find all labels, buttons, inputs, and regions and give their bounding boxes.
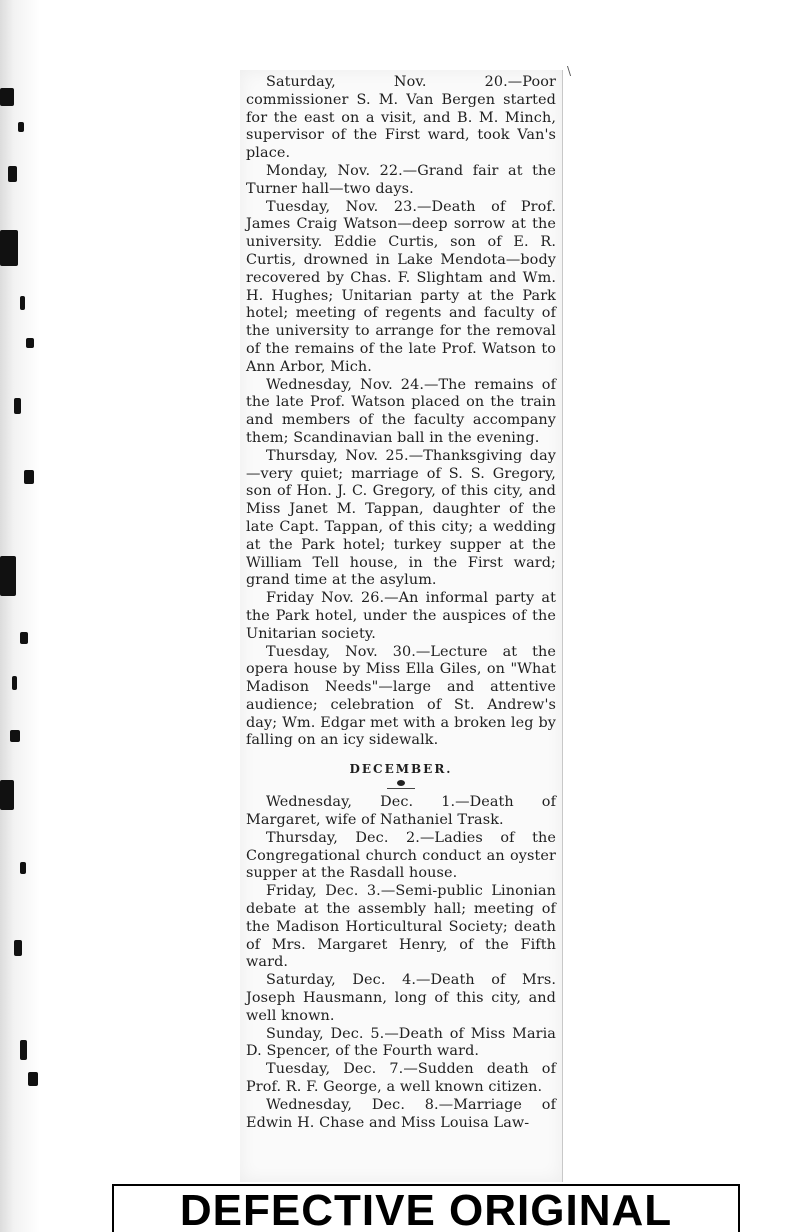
edge-blot (20, 632, 28, 644)
edge-blot (20, 1040, 27, 1060)
edge-blot (8, 166, 17, 182)
entry-nov-30: Tuesday, Nov. 30.—Lecture at the opera house by Miss Ella Giles, on "What Madison Needs"—large and attentive audience; celebration of St. Andrew's day; Wm. Edgar met with a broken leg by falling on an icy sidewalk. (246, 643, 556, 749)
defective-original-stamp: DEFECTIVE ORIGINAL (112, 1184, 740, 1232)
section-ornament (387, 780, 415, 786)
entry-nov-25: Thursday, Nov. 25.—Thanksgiving day—very quiet; marriage of S. S. Gregory, son of Hon. J. C. Gregory, of this city, and Miss Janet M. Tappan, daughter of the late Capt. Tappan, of this city; a wedding at the Park hotel; turkey supper at the William Tell house, in the First ward; grand time at the asylum. (246, 447, 556, 589)
newspaper-column (240, 70, 563, 1182)
edge-blot (0, 230, 18, 266)
edge-blot (14, 940, 22, 956)
entry-dec-3: Friday, Dec. 3.—Semi-public Linonian debate at the assembly hall; meeting of the Madison Horticultural Society; death of Mrs. Margaret Henry, of the Fifth ward. (246, 883, 556, 971)
entry-dec-4: Saturday, Dec. 4.—Death of Mrs. Joseph Hausmann, long of this city, and well known. (246, 972, 556, 1024)
edge-blot (18, 122, 24, 132)
entry-nov-22: Monday, Nov. 22.—Grand fair at the Turner hall—two days. (246, 162, 556, 197)
column-text-body (240, 70, 562, 1132)
entry-dec-1: Wednesday, Dec. 1.—Death of Margaret, wife of Nathaniel Trask. (246, 794, 556, 829)
edge-blot (0, 556, 16, 596)
edge-blot (24, 470, 34, 484)
edge-blot (12, 676, 17, 690)
edge-blot (28, 1072, 38, 1086)
margin-tick-mark: \ (567, 64, 572, 78)
entry-nov-26: Friday Nov. 26.—An informal party at the Park hotel, under the auspices of the Unitarian society. (246, 590, 556, 642)
edge-blot (14, 398, 21, 414)
edge-blot (10, 730, 20, 742)
entry-nov-20: Saturday, Nov. 20.—Poor commissioner S. M. Van Bergen started for the east on a visit, and B. M. Minch, supervisor of the First ward, took Van's place. (246, 74, 556, 162)
edge-blot (20, 296, 25, 310)
edge-blot (0, 780, 14, 810)
edge-blot (0, 88, 14, 106)
section-heading-december: DECEMBER. (349, 762, 453, 777)
entry-nov-24: Wednesday, Nov. 24.—The remains of the late Prof. Watson placed on the train and members of the faculty accompany them; Scandinavian ball in the evening. (246, 376, 556, 446)
scanned-page-edge (0, 0, 46, 1232)
edge-blot (26, 338, 34, 348)
entry-dec-7: Tuesday, Dec. 7.—Sudden death of Prof. R. F. George, a well known citizen. (246, 1061, 556, 1096)
entry-dec-8: Wednesday, Dec. 8.—Marriage of Edwin H. Chase and Miss Louisa Law- (246, 1096, 556, 1131)
entry-dec-5: Sunday, Dec. 5.—Death of Miss Maria D. Spencer, of the Fourth ward. (246, 1025, 556, 1060)
entry-nov-23: Tuesday, Nov. 23.—Death of Prof. James Craig Watson—deep sorrow at the university. Eddie Curtis, son of E. R. Curtis, drowned in Lake Mendota—body recovered by Chas. F. Slightam and Wm. H. Hughes; Unitarian party at the Park hotel; meeting of regents and faculty of the university to arrange for the removal of the remains of the late Prof. Watson to Ann Arbor, Mich. (246, 198, 556, 375)
entry-dec-2: Thursday, Dec. 2.—Ladies of the Congregational church conduct an oyster supper at the Rasdall house. (246, 829, 556, 882)
edge-blot (20, 862, 26, 874)
